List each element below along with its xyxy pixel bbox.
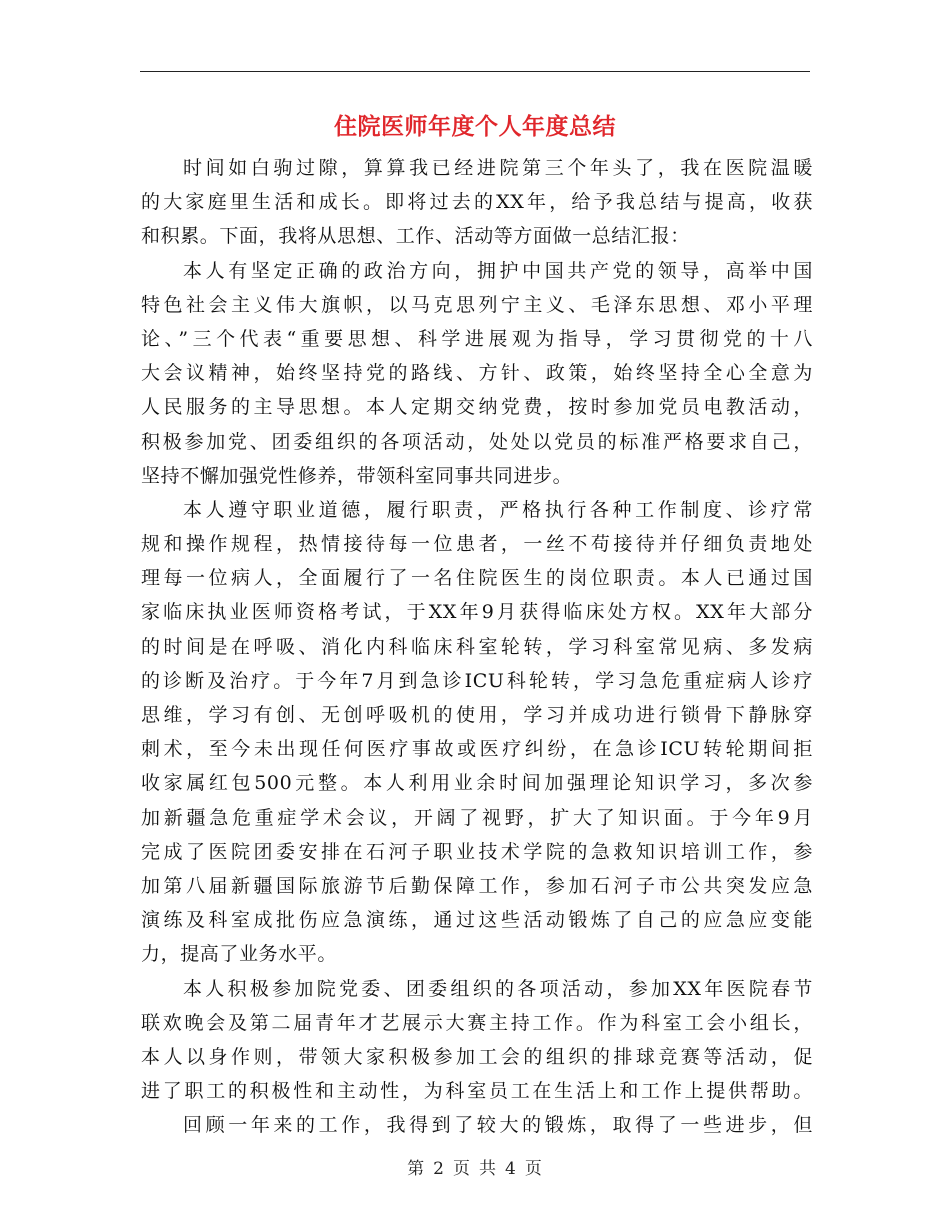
footer-current-page: 2 bbox=[433, 1159, 445, 1179]
text-line: 家临床执业医师资格考试，于XX年9月获得临床处方权。XX年大部分 bbox=[141, 601, 813, 624]
text-line: 联欢晚会及第二届青年才艺展示大赛主持工作。作为科室工会小组长， bbox=[141, 1011, 813, 1034]
footer-page-label: 页 bbox=[453, 1159, 471, 1179]
text-line: 理每一位病人，全面履行了一名住院医生的岗位职责。本人已通过国 bbox=[141, 567, 813, 590]
text-line: 演练及科室成批伤应急演练，通过这些活动锻炼了自己的应急应变能 bbox=[141, 909, 813, 932]
text-line: 回顾一年来的工作，我得到了较大的锻炼，取得了一些进步，但 bbox=[183, 1114, 813, 1137]
text-line: 本人有坚定正确的政治方向，拥护中国共产党的领导，高举中国 bbox=[183, 259, 813, 282]
text-line: 本人遵守职业道德，履行职责，严格执行各种工作制度、诊疗常 bbox=[183, 498, 813, 521]
text-line: 完成了医院团委安排在石河子职业技术学院的急救知识培训工作，参 bbox=[141, 840, 813, 863]
text-line: 的诊断及治疗。于今年7月到急诊ICU科轮转，学习急危重症病人诊疗 bbox=[141, 669, 813, 692]
header-rule bbox=[140, 71, 810, 72]
text-line: 人民服务的主导思想。本人定期交纳党费，按时参加党员电教活动， bbox=[141, 396, 813, 419]
text-line: 思维，学习有创、无创呼吸机的使用，学习并成功进行锁骨下静脉穿 bbox=[141, 704, 813, 726]
text-line: 特色社会主义伟大旗帜，以马克思列宁主义、毛泽东思想、邓小平理 bbox=[141, 293, 813, 316]
text-line: 本人以身作则，带领大家积极参加工会的组织的排球竞赛等活动，促 bbox=[141, 1045, 813, 1068]
text-line: 大会议精神，始终坚持党的路线、方针、政策，始终坚持全心全意为 bbox=[141, 362, 813, 385]
text-line: 刺术，至今未出现任何医疗事故或医疗纠纷，在急诊ICU转轮期间拒 bbox=[141, 738, 813, 761]
text-line: 规和操作规程，热情接待每一位患者，一丝不苟接待并仔细负责地处 bbox=[141, 533, 813, 556]
text-line: 力，提高了业务水平。 bbox=[141, 943, 338, 966]
document-body bbox=[141, 151, 813, 1142]
text-line: 进了职工的积极性和主动性，为科室员工在生活上和工作上提供帮助。 bbox=[141, 1080, 813, 1103]
document-title: 住院医师年度个人年度总结 bbox=[334, 113, 616, 140]
page-footer bbox=[0, 1154, 950, 1179]
text-line: 论、”三个代表“重要思想、科学进展观为指导，学习贯彻党的十八 bbox=[141, 327, 813, 350]
footer-total-pages: 4 bbox=[505, 1159, 517, 1179]
text-line: 的大家庭里生活和成长。即将过去的XX年，给予我总结与提高，收获 bbox=[141, 191, 813, 214]
text-line: 本人积极参加院党委、团委组织的各项活动，参加XX年医院春节 bbox=[183, 977, 813, 1000]
footer-total-suffix: 页 bbox=[524, 1159, 543, 1179]
text-line: 的时间是在呼吸、消化内科临床科室轮转，学习科室常见病、多发病 bbox=[141, 635, 813, 658]
footer-total-prefix: 共 bbox=[479, 1159, 497, 1179]
text-line: 加新疆急危重症学术会议，开阔了视野，扩大了知识面。于今年9月 bbox=[141, 806, 813, 829]
footer-prefix: 第 bbox=[407, 1159, 426, 1179]
text-line: 积极参加党、团委组织的各项活动，处处以党员的标准严格要求自己， bbox=[141, 430, 813, 453]
text-line: 时间如白驹过隙，算算我已经进院第三个年头了，我在医院温暖 bbox=[183, 157, 813, 179]
text-line: 加第八届新疆国际旅游节后勤保障工作，参加石河子市公共突发应急 bbox=[141, 874, 813, 897]
text-line: 和积累。下面，我将从思想、工作、活动等方面做一总结汇报： bbox=[141, 225, 690, 248]
text-line: 收家属红包500元整。本人利用业余时间加强理论知识学习，多次参 bbox=[141, 772, 813, 795]
text-line: 坚持不懈加强党性修养，带领科室同事共同进步。 bbox=[141, 464, 573, 487]
